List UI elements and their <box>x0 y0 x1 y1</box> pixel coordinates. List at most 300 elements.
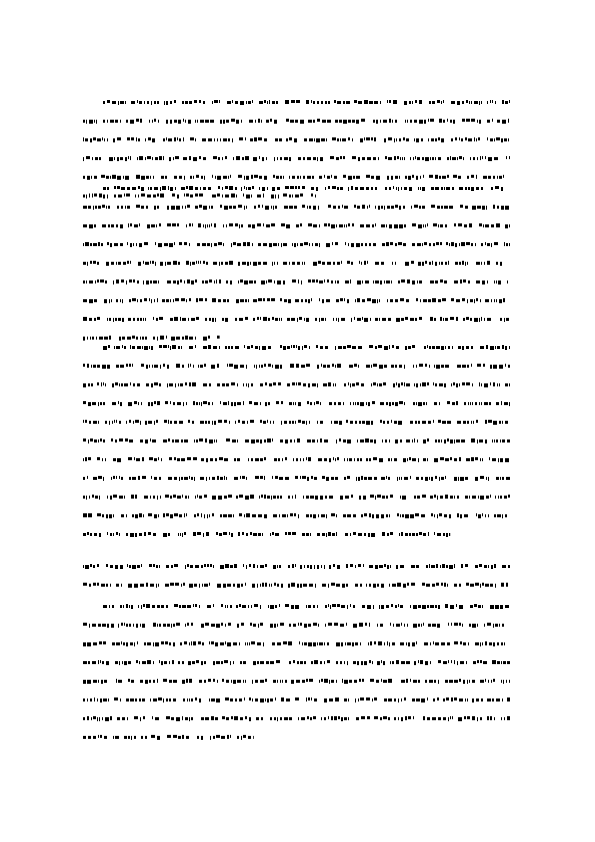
glyph-mark <box>463 318 465 321</box>
glyph-mark <box>399 206 401 210</box>
glyph-mark <box>185 565 186 569</box>
glyph-mark <box>298 382 301 385</box>
glyph-mark <box>180 533 181 536</box>
glyph-mark <box>399 533 400 536</box>
glyph-mark <box>200 261 201 264</box>
glyph-mark <box>446 533 448 537</box>
glyph-mark <box>414 138 415 141</box>
glyph-mark <box>171 624 172 628</box>
glyph-mark <box>231 243 232 247</box>
glyph-mark <box>152 365 153 368</box>
glyph-mark <box>143 281 144 285</box>
glyph-mark <box>183 119 184 122</box>
glyph-mark <box>382 318 386 321</box>
glyph-mark <box>343 120 347 124</box>
glyph-mark <box>220 138 221 141</box>
glyph-mark <box>83 157 84 161</box>
glyph-mark <box>208 345 211 349</box>
glyph-mark <box>182 495 183 498</box>
glyph-mark <box>312 383 316 386</box>
glyph-mark <box>465 187 467 190</box>
glyph-mark <box>319 318 320 322</box>
glyph-mark <box>409 101 411 104</box>
glyph-mark <box>430 317 433 321</box>
glyph-mark <box>99 641 102 644</box>
glyph-mark <box>250 262 251 265</box>
text-line <box>83 364 510 369</box>
glyph-mark <box>422 605 426 609</box>
glyph-mark <box>137 565 140 568</box>
glyph-mark <box>468 187 470 190</box>
glyph-mark <box>419 364 423 367</box>
glyph-mark <box>348 699 349 702</box>
glyph-mark <box>494 299 495 302</box>
glyph-mark <box>179 605 181 608</box>
glyph-mark <box>366 137 370 140</box>
glyph-mark <box>360 642 361 645</box>
glyph-mark <box>307 157 311 160</box>
glyph-mark <box>107 365 110 369</box>
glyph-mark <box>396 382 397 385</box>
glyph-mark <box>323 383 327 386</box>
glyph-mark <box>272 642 275 645</box>
glyph-mark <box>338 716 340 719</box>
glyph-mark <box>479 402 480 405</box>
glyph-mark <box>98 206 101 209</box>
glyph-mark <box>182 735 184 739</box>
glyph-mark <box>106 176 109 179</box>
glyph-mark <box>191 623 193 626</box>
glyph-mark <box>258 137 262 140</box>
glyph-mark <box>413 365 414 368</box>
glyph-mark <box>263 421 266 424</box>
glyph-mark <box>107 100 110 103</box>
glyph-mark <box>220 120 222 124</box>
glyph-mark <box>329 458 331 462</box>
glyph-mark <box>288 299 291 303</box>
glyph-mark <box>144 298 147 301</box>
glyph-mark <box>363 564 364 567</box>
glyph-mark <box>401 187 402 190</box>
glyph-mark <box>326 243 330 247</box>
glyph-mark <box>506 318 509 321</box>
glyph-mark <box>237 383 238 386</box>
glyph-mark <box>262 205 263 208</box>
glyph-mark <box>103 440 105 443</box>
glyph-mark <box>339 421 342 425</box>
glyph-mark <box>331 680 334 683</box>
glyph-mark <box>460 205 463 208</box>
glyph-mark <box>338 402 341 405</box>
glyph-mark <box>146 176 149 179</box>
glyph-mark <box>248 383 249 387</box>
glyph-mark <box>259 187 260 190</box>
glyph-mark <box>178 736 181 739</box>
glyph-mark <box>348 187 349 191</box>
glyph-mark <box>199 680 202 683</box>
glyph-mark <box>452 157 456 160</box>
glyph-mark <box>397 513 399 516</box>
glyph-mark <box>206 477 207 481</box>
glyph-mark <box>453 120 455 124</box>
glyph-mark <box>492 119 493 122</box>
glyph-mark <box>343 514 346 517</box>
glyph-mark <box>145 318 146 321</box>
glyph-mark <box>416 402 417 405</box>
glyph-mark <box>406 440 410 443</box>
glyph-mark <box>342 205 343 208</box>
glyph-mark <box>463 157 464 160</box>
glyph-mark <box>398 421 402 425</box>
glyph-mark <box>116 224 118 227</box>
glyph-mark <box>328 205 331 208</box>
glyph-mark <box>108 206 110 209</box>
glyph-mark <box>355 642 358 645</box>
glyph-mark <box>352 223 354 226</box>
glyph-mark <box>467 365 469 368</box>
glyph-mark <box>476 513 477 516</box>
glyph-mark <box>406 383 410 386</box>
glyph-mark <box>219 280 221 284</box>
glyph-mark <box>134 736 136 739</box>
glyph-mark <box>350 564 353 567</box>
glyph-mark <box>170 401 171 404</box>
glyph-mark <box>441 477 444 480</box>
glyph-mark <box>302 205 305 208</box>
glyph-mark <box>307 477 309 481</box>
glyph-mark <box>445 346 446 349</box>
glyph-mark <box>221 661 223 664</box>
glyph-mark <box>391 420 392 423</box>
glyph-mark <box>443 533 445 536</box>
glyph-mark <box>380 420 382 423</box>
glyph-mark <box>373 457 377 460</box>
glyph-mark <box>181 187 185 190</box>
glyph-mark <box>88 440 89 444</box>
glyph-mark <box>117 157 119 161</box>
glyph-mark <box>217 336 220 339</box>
glyph-mark <box>121 641 122 644</box>
glyph-mark <box>336 680 337 683</box>
glyph-mark <box>335 281 336 284</box>
glyph-mark <box>329 402 332 405</box>
glyph-mark <box>447 157 449 160</box>
glyph-mark <box>241 584 243 587</box>
glyph-mark <box>273 175 275 178</box>
glyph-mark <box>88 206 91 209</box>
glyph-mark <box>101 243 103 246</box>
glyph-mark <box>322 262 325 265</box>
glyph-mark <box>231 402 233 406</box>
glyph-mark <box>280 717 282 720</box>
glyph-mark <box>183 137 184 141</box>
glyph-mark <box>189 223 191 226</box>
glyph-mark <box>226 717 229 720</box>
glyph-mark <box>136 458 140 461</box>
glyph-mark <box>492 100 493 103</box>
glyph-mark <box>125 206 126 209</box>
glyph-mark <box>99 717 100 721</box>
glyph-mark <box>126 421 127 424</box>
glyph-mark <box>211 699 215 702</box>
glyph-mark <box>353 661 356 664</box>
glyph-mark <box>185 336 188 340</box>
glyph-mark <box>484 402 488 405</box>
glyph-mark <box>419 100 422 104</box>
glyph-mark <box>424 346 426 349</box>
glyph-mark <box>403 458 406 462</box>
glyph-mark <box>182 716 183 720</box>
glyph-mark <box>419 532 422 535</box>
glyph-mark <box>401 699 402 702</box>
glyph-mark <box>477 660 479 663</box>
glyph-mark <box>257 317 259 320</box>
glyph-mark <box>474 318 478 322</box>
glyph-mark <box>122 717 125 720</box>
glyph-mark <box>493 624 494 628</box>
glyph-mark <box>381 206 383 209</box>
glyph-mark <box>442 421 446 424</box>
glyph-mark <box>296 224 299 227</box>
glyph-mark <box>366 402 367 405</box>
glyph-mark <box>280 440 283 443</box>
glyph-mark <box>229 532 230 535</box>
glyph-mark <box>137 383 140 386</box>
glyph-mark <box>212 496 216 500</box>
glyph-mark <box>101 175 105 178</box>
glyph-mark <box>445 262 447 265</box>
glyph-mark <box>345 642 346 645</box>
glyph-mark <box>348 120 351 123</box>
glyph-mark <box>455 137 457 140</box>
glyph-mark <box>310 402 312 405</box>
glyph-mark <box>114 186 116 189</box>
glyph-mark <box>112 605 114 608</box>
glyph-mark <box>343 346 346 349</box>
glyph-mark <box>459 137 460 140</box>
text-line <box>83 439 510 444</box>
glyph-mark <box>430 157 431 160</box>
glyph-mark <box>196 440 198 443</box>
glyph-mark <box>392 262 393 265</box>
glyph-mark <box>85 420 87 423</box>
glyph-mark <box>196 298 198 302</box>
glyph-mark <box>362 421 365 424</box>
glyph-mark <box>459 699 463 702</box>
glyph-mark <box>170 318 173 321</box>
glyph-mark <box>223 299 226 302</box>
glyph-mark <box>443 100 444 103</box>
glyph-mark <box>358 346 362 349</box>
glyph-mark <box>404 624 405 627</box>
glyph-mark <box>350 421 353 424</box>
glyph-mark <box>417 496 420 499</box>
glyph-mark <box>270 421 271 424</box>
glyph-mark <box>491 243 492 247</box>
glyph-mark <box>153 337 155 340</box>
glyph-mark <box>418 660 419 663</box>
glyph-mark <box>146 383 149 386</box>
glyph-mark <box>381 660 382 663</box>
glyph-mark <box>170 496 172 499</box>
glyph-mark <box>497 346 500 349</box>
glyph-mark <box>311 476 313 479</box>
glyph-mark <box>462 261 464 265</box>
glyph-mark <box>94 176 97 179</box>
glyph-mark <box>499 624 500 627</box>
glyph-mark <box>427 698 428 701</box>
glyph-mark <box>191 699 193 702</box>
glyph-mark <box>215 176 216 179</box>
glyph-mark <box>264 364 266 367</box>
glyph-mark <box>201 717 204 720</box>
glyph-mark <box>124 496 125 499</box>
glyph-mark <box>505 101 508 104</box>
glyph-mark <box>295 605 299 609</box>
glyph-mark <box>352 156 356 159</box>
glyph-mark <box>214 243 217 246</box>
glyph-mark <box>398 383 400 387</box>
glyph-mark <box>449 680 453 683</box>
glyph-mark <box>203 206 207 210</box>
glyph-mark <box>366 365 370 368</box>
glyph-mark <box>352 120 355 123</box>
glyph-mark <box>479 223 482 226</box>
glyph-mark <box>381 477 385 480</box>
glyph-mark <box>218 420 222 423</box>
glyph-mark <box>393 624 394 627</box>
glyph-mark <box>471 364 472 367</box>
glyph-mark <box>260 680 264 683</box>
glyph-mark <box>276 101 278 104</box>
glyph-mark <box>450 120 452 123</box>
glyph-mark <box>384 138 386 142</box>
glyph-mark <box>443 661 447 664</box>
glyph-mark <box>324 175 325 178</box>
glyph-mark <box>208 421 210 424</box>
glyph-mark <box>153 680 155 683</box>
glyph-mark <box>468 138 472 141</box>
glyph-mark <box>236 496 238 499</box>
glyph-mark <box>129 624 131 627</box>
glyph-mark <box>220 205 222 208</box>
glyph-mark <box>456 383 458 387</box>
glyph-mark <box>325 624 326 627</box>
glyph-mark <box>373 382 376 385</box>
glyph-mark <box>128 584 132 588</box>
glyph-mark <box>469 101 470 104</box>
glyph-mark <box>230 699 233 702</box>
glyph-mark <box>89 281 93 284</box>
glyph-mark <box>337 101 341 104</box>
glyph-mark <box>242 157 244 160</box>
glyph-mark <box>270 624 273 628</box>
glyph-mark <box>475 583 479 586</box>
glyph-mark <box>119 439 123 442</box>
glyph-mark <box>116 420 117 423</box>
glyph-mark <box>209 318 211 321</box>
glyph-mark <box>264 100 266 103</box>
glyph-mark <box>255 346 258 349</box>
glyph-mark <box>147 660 151 664</box>
glyph-mark <box>443 318 444 321</box>
glyph-mark <box>287 383 290 386</box>
glyph-mark <box>167 206 169 210</box>
glyph-mark <box>481 101 482 104</box>
glyph-mark <box>326 299 330 302</box>
glyph-mark <box>153 564 155 567</box>
glyph-mark <box>445 680 448 683</box>
glyph-mark <box>286 119 289 122</box>
glyph-mark <box>190 364 191 367</box>
glyph-mark <box>195 206 198 209</box>
glyph-mark <box>93 243 97 246</box>
glyph-mark <box>395 299 398 302</box>
glyph-mark <box>481 699 483 702</box>
glyph-mark <box>478 496 479 499</box>
glyph-mark <box>156 420 158 423</box>
glyph-mark <box>320 661 322 664</box>
glyph-mark <box>456 317 458 321</box>
glyph-mark <box>487 281 488 284</box>
glyph-mark <box>249 642 250 645</box>
glyph-mark <box>331 477 334 480</box>
glyph-mark <box>257 642 261 645</box>
glyph-mark <box>169 243 173 247</box>
glyph-mark <box>467 716 470 719</box>
glyph-mark <box>133 383 135 386</box>
glyph-mark <box>113 514 114 517</box>
glyph-mark <box>435 157 436 160</box>
glyph-mark <box>405 176 407 179</box>
glyph-mark <box>267 699 269 703</box>
glyph-mark <box>160 262 163 266</box>
glyph-mark <box>166 513 169 516</box>
glyph-mark <box>153 176 154 179</box>
glyph-mark <box>509 243 510 246</box>
glyph-mark <box>288 496 290 499</box>
glyph-mark <box>391 365 394 368</box>
glyph-mark <box>265 402 267 406</box>
glyph-mark <box>212 195 216 198</box>
glyph-mark <box>433 223 437 226</box>
glyph-mark <box>158 584 159 587</box>
glyph-mark <box>155 262 156 266</box>
glyph-mark <box>382 496 385 499</box>
glyph-mark <box>225 318 228 322</box>
glyph-mark <box>471 101 472 104</box>
glyph-mark <box>174 100 176 103</box>
glyph-mark <box>335 477 338 480</box>
glyph-mark <box>368 642 369 645</box>
glyph-mark <box>88 383 90 386</box>
glyph-mark <box>117 458 121 462</box>
glyph-mark <box>243 383 244 386</box>
glyph-mark <box>335 120 338 123</box>
glyph-mark <box>223 120 225 124</box>
glyph-mark <box>178 120 181 124</box>
glyph-mark <box>269 584 270 587</box>
glyph-mark <box>447 584 448 587</box>
glyph-mark <box>244 206 245 210</box>
glyph-mark <box>235 223 238 226</box>
glyph-mark <box>179 138 181 141</box>
glyph-mark <box>490 346 494 350</box>
glyph-mark <box>351 243 354 247</box>
glyph-mark <box>171 717 174 720</box>
glyph-mark <box>124 383 128 386</box>
glyph-mark <box>132 187 136 190</box>
